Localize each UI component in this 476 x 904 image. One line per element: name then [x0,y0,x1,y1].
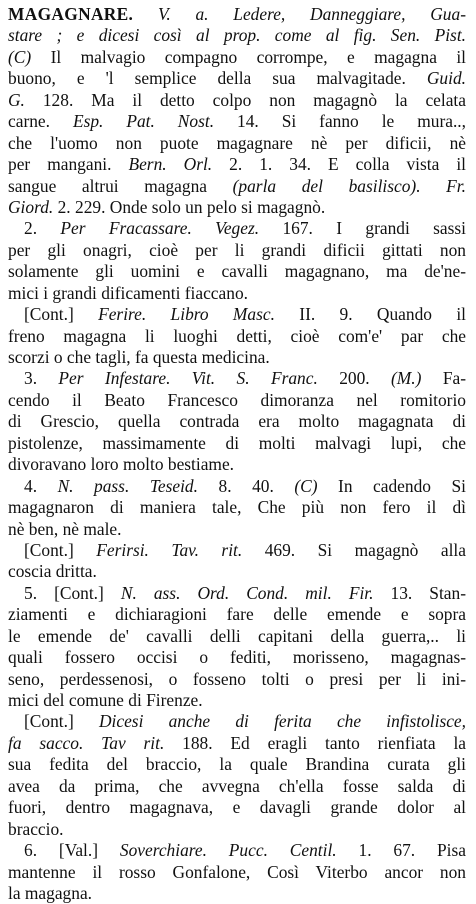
italic-text: Bern. Orl. [128,154,213,175]
text-segment: per mangani. [8,154,129,175]
text-segment: mici i grandi dificamenti fiaccano. [8,282,248,303]
text-segment: 200. [317,368,392,389]
text-segment: 8. 40. [197,475,295,496]
entry-line [8,561,466,582]
text-segment: magagnaron di maniera tale, Che più non fero il dì [8,497,466,518]
italic-text: Soverchiare. Pucc. Centil. [119,840,337,861]
entry-line [8,647,466,668]
text-segment: 469. Si magagnò alla [242,539,466,560]
entry-line [8,733,466,754]
entry-line [8,133,466,154]
text-segment: pistolenze, massimamente di molti malvagi lupi, che [8,432,466,453]
text-segment: 2. [24,218,61,239]
entry-line [8,90,466,111]
text-segment: solamente gli uomini e cavalli magagnano, ma de'ne- [8,261,466,282]
entry-line [8,711,466,732]
entry-line [8,411,466,432]
entry-line [8,347,466,368]
entry-line [8,261,466,282]
italic-text: fa sacco. Tav rit. [8,732,165,753]
text-segment: 6. [Val.] [24,840,120,861]
text-segment: nè ben, nè male. [8,518,122,539]
text-segment: buono, e 'l semplice della sua malvagitade. [8,68,427,89]
entry-line [8,690,466,711]
text-segment [133,4,158,24]
text-segment: mantenne il rosso Gonfalone, Così Viterbo ancor non [8,861,466,882]
italic-text: Esp. Pat. Nost. [72,111,215,132]
entry-line [8,754,466,775]
italic-text: Guid. [426,68,466,89]
text-segment: la magagna. [8,882,93,903]
entry-line [8,176,466,197]
entry-line [8,326,466,347]
entry-line [8,47,466,68]
italic-text: Per Fracassare. Vegez. [60,218,260,239]
text-segment: 14. Si fanno le mura.., [214,111,466,132]
text-segment: divoravano loro molto bestiame. [8,454,235,475]
text-segment: freno magagna li luoghi detti, cioè com'e' par che [8,325,466,346]
italic-text: (M.) [391,368,422,389]
entry-line [8,497,466,518]
entry-line [8,218,466,239]
text-segment: coscia dritta. [8,561,97,582]
text-segment: sua fedita del braccio, la quale Brandina curata gli [8,754,466,775]
entry-line [8,368,466,389]
text-segment: 1. 67. Pisa [336,840,466,861]
text-segment: braccio. [8,818,64,839]
dictionary-entry-magagnare [8,4,466,904]
text-segment: fuori, dentro magagnava, e davagli grande dolor al [8,797,466,818]
text-segment: Il malvagio compagno corrompe, e magagna il [31,46,466,67]
italic-text: (C) [294,475,318,496]
italic-text: Dicesi anche di ferita che infistolisce, [98,711,466,732]
entry-line [8,819,466,840]
entry-line [8,283,466,304]
text-segment: seno, perdessenosi, o fosseno tolti o presi per li ini- [8,668,466,689]
text-segment: avea da prima, che avvegna ch'ella fosse salda di [8,775,466,796]
entry-line [8,626,466,647]
text-segment: per gli onagri, cioè per li grandi dificii gittati non [8,239,466,260]
entry-line [8,390,466,411]
text-segment: [Cont.] [24,711,99,732]
text-segment: di Grescio, quella contrada era molto magagnata di [8,411,466,432]
text-segment: scorzi o che tagli, fa questa medicina. [8,347,270,367]
entry-line [8,669,466,690]
italic-text: V. a. Ledere, Danneggiare, Gua- [157,4,466,24]
entry-line [8,840,466,861]
italic-text: stare ; e dicesi così al prop. come al fig. Sen. Pist. [8,25,466,46]
text-segment: [Cont.] [24,304,99,325]
entry-line [8,862,466,883]
entry-line [8,111,466,132]
italic-text: Per Infestare. Vit. S. Franc. [58,368,318,389]
text-segment: II. 9. Quando il [274,304,466,325]
text-segment: 3. [24,368,59,389]
text-segment: Fa- [421,368,466,389]
text-segment: carne. [8,111,73,132]
entry-line [8,797,466,818]
text-segment: mici del comune di Firenze. [8,690,203,710]
text-segment: le emende de' cavalli delli capitani della guerra,.. li [8,625,466,646]
entry-line [8,68,466,89]
italic-text: N. pass. Teseid. [57,475,198,496]
entry-line [8,304,466,325]
text-segment: 13. Stan- [373,582,467,603]
italic-text: (C) [8,46,32,67]
text-segment: ziamenti e dichiaragioni fare delle emende e sopra [8,604,466,625]
entry-line [8,4,466,25]
text-segment: sangue altrui magagna [8,175,233,196]
entry-line [8,154,466,175]
text-segment: In cadendo Si [317,475,466,496]
text-segment: 2. 1. 34. E colla vista il [212,154,466,175]
entry-line [8,197,466,218]
entry-line [8,240,466,261]
entry-line [8,776,466,797]
entry-line [8,604,466,625]
entry-line [8,476,466,497]
italic-text: (parla del basilisco). Fr. [232,175,466,196]
entry-line [8,25,466,46]
text-segment: 167. I grandi sassi [259,218,467,239]
text-segment: 128. Ma il detto colpo non magagnò la celata [24,89,466,110]
italic-text: Ferirsi. Tav. rit. [96,539,243,560]
text-segment: che l'uomo non puote magagnare nè per dificii, nè [8,132,466,153]
entry-line [8,519,466,540]
italic-text: G. [8,89,25,110]
italic-text: Ferire. Libro Masc. [98,304,275,325]
text-segment: quali fossero occisi o fediti, morisseno, magagnas- [8,647,466,668]
italic-text: Giord. [8,196,54,217]
headword: MAGAGNARE. [8,4,134,24]
entry-line [8,454,466,475]
entry-line [8,883,466,904]
entry-line [8,433,466,454]
text-segment: cendo il Beato Francesco dimoranza nel romitorio [8,389,466,410]
text-segment: 2. 229. Onde solo un pelo si magagnò. [53,196,326,217]
text-segment: 5. [Cont.] [24,582,121,603]
italic-text: N. ass. Ord. Cond. mil. Fir. [120,582,374,603]
entry-line [8,583,466,604]
entry-line [8,540,466,561]
text-segment: 4. [24,475,58,496]
text-segment: [Cont.] [24,539,97,560]
text-segment: 188. Ed eragli tanto rienfiata la [164,732,466,753]
